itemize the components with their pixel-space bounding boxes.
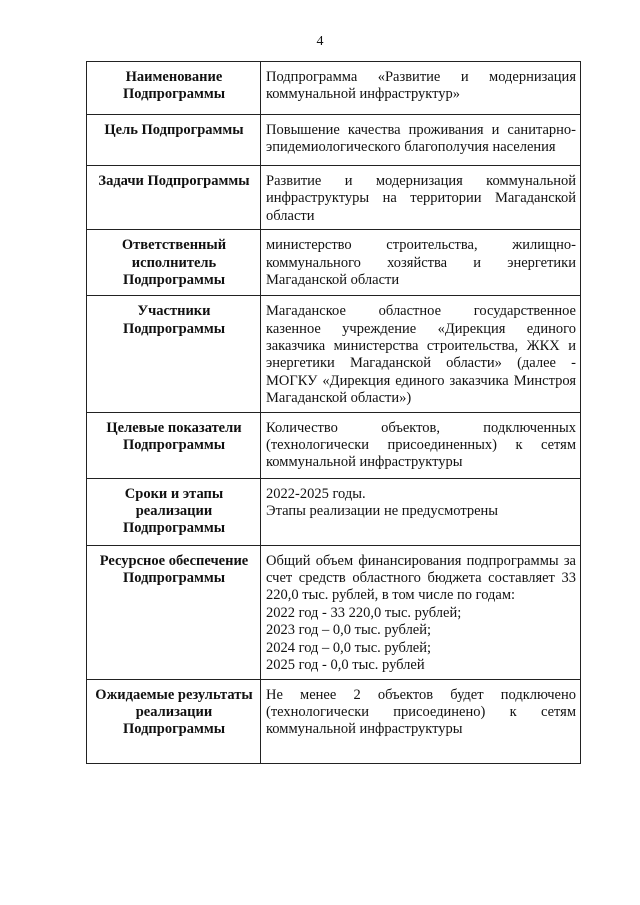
row-value-line: Этапы реализации не предусмотрены (266, 503, 499, 520)
row-value (261, 296, 581, 412)
row-label: Сроки и этапы реализации Подпрограммы (87, 478, 261, 545)
row-label: Цель Подпрограммы (87, 115, 261, 166)
row-label: Ресурсное обеспечение Подпрограммы (87, 545, 261, 679)
row-value-line: Подпрограмма «Развитие и модернизация коммунальной инфраструктур» (266, 69, 576, 103)
table-row (87, 230, 581, 296)
subprogram-passport-table (86, 61, 581, 764)
table-row (87, 679, 581, 763)
row-value (261, 412, 581, 478)
row-value (261, 545, 581, 679)
table-row (87, 412, 581, 478)
row-value-line: 2022-2025 годы. (266, 485, 366, 502)
row-value (261, 62, 581, 115)
row-value-line: 2022 год - 33 220,0 тыс. рублей; (266, 604, 462, 621)
row-value-line: министерство строительства, жилищно-коммунального хозяйства и энергетики Магаданской области (266, 237, 576, 289)
row-value (261, 478, 581, 545)
row-value-line: Повышение качества проживания и санитарно-эпидемиологического благополучия населения (266, 122, 576, 156)
table-row (87, 545, 581, 679)
row-value-line: Магаданское областное государственное казенное учреждение «Дирекция единого заказчика министерства строительства, ЖКХ и энергетики Магаданской области» (далее - МОГКУ «Дирекция единого заказчика Минстроя Магаданской области») (266, 303, 576, 407)
row-value (261, 230, 581, 296)
table-row (87, 478, 581, 545)
row-value-line: Не менее 2 объектов будет подключено (технологически присоединено) к сетям коммунальной инфраструктуры (266, 686, 576, 738)
row-label: Участники Подпрограммы (87, 296, 261, 412)
row-label: Ответственный исполнитель Подпрограммы (87, 230, 261, 296)
row-value-line: 2023 год – 0,0 тыс. рублей; (266, 622, 432, 639)
table-row (87, 115, 581, 166)
table-row (87, 296, 581, 412)
row-value (261, 115, 581, 166)
row-value-line: Количество объектов, подключенных (технологически присоединенных) к сетям коммунальной инфраструктуры (266, 419, 576, 471)
table-row (87, 62, 581, 115)
table-row (87, 166, 581, 230)
row-value (261, 679, 581, 763)
page-number: 4 (316, 34, 324, 49)
row-value-line: Развитие и модернизация коммунальной инфраструктуры на территории Магаданской области (266, 173, 576, 224)
row-value (261, 166, 581, 230)
row-value-line: 2024 год – 0,0 тыс. рублей; (266, 639, 432, 656)
row-label: Задачи Подпрограммы (87, 166, 261, 230)
row-label: Ожидаемые результаты реализации Подпрограммы (87, 679, 261, 763)
row-label: Наименование Подпрограммы (87, 62, 261, 115)
row-value-line: Общий объем финансирования подпрограммы за счет средств областного бюджета составляет 33 220,0 тыс. рублей, в том числе по годам: (266, 552, 576, 604)
row-label: Целевые показатели Подпрограммы (87, 412, 261, 478)
row-value-line: 2025 год - 0,0 тыс. рублей (266, 657, 425, 674)
